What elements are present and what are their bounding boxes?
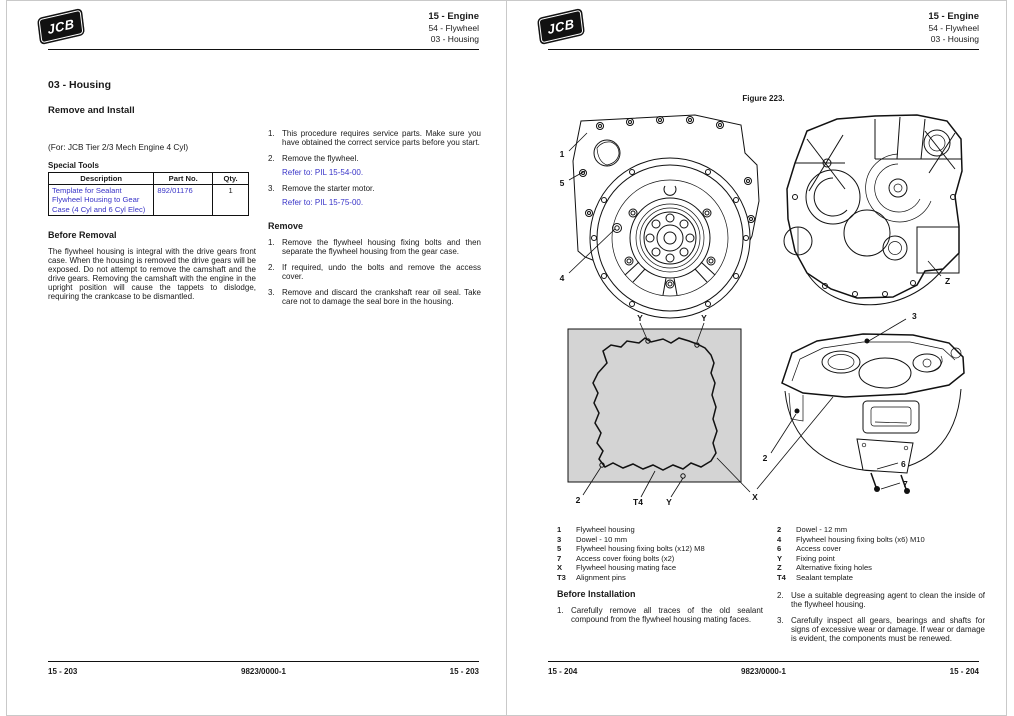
before-removal-heading: Before Removal bbox=[48, 230, 117, 241]
header-rule bbox=[548, 49, 979, 50]
legend-column-right bbox=[777, 525, 995, 582]
item-text: Remove the flywheel housing fixing bolts and then separate the flywheel housing from the gear case. bbox=[282, 237, 481, 256]
item-number: 3. bbox=[268, 287, 275, 297]
before-installation-column-left bbox=[557, 589, 763, 632]
page-right bbox=[506, 0, 1007, 716]
footer-page-left: 15 - 204 bbox=[548, 667, 578, 676]
list-item bbox=[777, 617, 985, 644]
item-text: Remove and discard the crankshaft rear oil seal. Take care not to damage the seal bore in the housing. bbox=[282, 287, 481, 306]
item-number: 2. bbox=[268, 262, 275, 272]
before-removal-body: The flywheel housing is integral with the drive gears front case. When the housing is removed the drive gears will be exposed. Do not attempt to remove the camshaft and the drive gears. Removing the camshaft with the engine in the upright position will cause the tappets to dislodge, requiring the crankcase to be dismantled. bbox=[48, 247, 256, 302]
callout-X: X bbox=[752, 492, 758, 502]
figure-legend bbox=[557, 525, 987, 582]
before-installation-heading: Before Installation bbox=[557, 589, 636, 599]
page-header bbox=[428, 11, 479, 44]
item-text: Carefully inspect all gears, bearings and shafts for signs of excessive wear or damage. If wear or damage is evident, the components must be renewed. bbox=[791, 615, 985, 643]
legend-key: 5 bbox=[557, 544, 562, 554]
list-item bbox=[268, 155, 481, 164]
header-subsubsection: 03 - Housing bbox=[430, 33, 479, 44]
footer-rule bbox=[48, 661, 479, 662]
callout-6: 6 bbox=[901, 459, 906, 469]
callout-2: 2 bbox=[575, 495, 581, 505]
figure-caption: Figure 223. bbox=[742, 94, 785, 103]
legend-key: 4 bbox=[777, 534, 782, 544]
legend-label: Flywheel housing bbox=[576, 525, 635, 534]
legend-key: 6 bbox=[777, 544, 782, 554]
legend-label: Fixing point bbox=[796, 553, 835, 563]
legend-key: T3 bbox=[557, 572, 566, 582]
page-header bbox=[928, 11, 979, 44]
header-section: 15 - Engine bbox=[928, 11, 979, 22]
refer-link[interactable]: Refer to: PIL 15-54-00. bbox=[282, 167, 364, 177]
callout-Y: Y bbox=[637, 313, 643, 323]
legend-label: Alignment pins bbox=[576, 572, 626, 582]
view-flywheel-housing-front bbox=[573, 115, 759, 318]
legend-label: Dowel - 12 mm bbox=[796, 525, 848, 534]
right-column bbox=[268, 130, 481, 314]
header-subsubsection: 03 - Housing bbox=[930, 33, 979, 44]
list-item bbox=[268, 239, 481, 257]
tool-description-link[interactable]: Template for Sealant Flywheel Housing to Gear Case (4 Cyl and 6 Cyl Elec) bbox=[49, 185, 154, 216]
col-part-no: Part No. bbox=[154, 173, 213, 185]
footer-rule bbox=[548, 661, 979, 662]
callout-3: 3 bbox=[912, 311, 917, 321]
legend-column-left bbox=[557, 525, 769, 582]
legend-item bbox=[777, 544, 995, 554]
before-installation-column-right bbox=[777, 592, 985, 651]
legend-key: 1 bbox=[557, 525, 562, 534]
item-number: 2. bbox=[777, 591, 784, 600]
item-text: Remove the flywheel. bbox=[282, 153, 359, 163]
page-subtitle: Remove and Install bbox=[48, 105, 135, 116]
col-qty: Qty. bbox=[213, 173, 249, 185]
footer-doc-number: 9823/0000-1 bbox=[741, 667, 786, 676]
item-text: Carefully remove all traces of the old sealant compound from the flywheel housing mating faces. bbox=[571, 606, 763, 624]
legend-item bbox=[557, 525, 769, 535]
callout-Z: Z bbox=[945, 276, 951, 286]
item-number: 1. bbox=[268, 237, 275, 247]
list-item bbox=[557, 607, 763, 625]
item-text: Remove the starter motor. bbox=[282, 183, 375, 193]
item-text: If required, undo the bolts and remove the access cover. bbox=[282, 262, 481, 281]
callout-4: 4 bbox=[559, 273, 565, 283]
item-number: 1. bbox=[557, 606, 564, 615]
sealant-template-view bbox=[568, 329, 741, 482]
legend-item bbox=[557, 563, 769, 573]
item-number: 2. bbox=[268, 153, 275, 163]
legend-item bbox=[777, 563, 995, 573]
page-left bbox=[6, 0, 507, 716]
item-number: 3. bbox=[268, 183, 275, 193]
item-number: 3. bbox=[777, 615, 784, 625]
legend-item bbox=[777, 535, 995, 545]
legend-item bbox=[557, 573, 769, 583]
for-line: (For: JCB Tier 2/3 Mech Engine 4 Cyl) bbox=[48, 142, 189, 152]
list-item bbox=[268, 289, 481, 307]
legend-key: Z bbox=[777, 563, 782, 573]
remove-heading: Remove bbox=[268, 220, 304, 231]
legend-key: 2 bbox=[777, 525, 782, 534]
callout-Y: Y bbox=[701, 313, 707, 323]
col-description: Description bbox=[49, 173, 154, 185]
legend-item bbox=[777, 554, 995, 564]
list-item bbox=[268, 130, 481, 148]
tool-part-no-link[interactable]: 892/01176 bbox=[154, 185, 213, 216]
list-item bbox=[268, 264, 481, 282]
item-text: Use a suitable degreasing agent to clean the inside of the flywheel housing. bbox=[791, 591, 985, 609]
legend-key: X bbox=[557, 563, 563, 573]
table-row bbox=[49, 185, 249, 216]
footer-page-right: 15 - 203 bbox=[449, 667, 479, 676]
list-item bbox=[777, 592, 985, 610]
legend-item bbox=[777, 573, 995, 583]
list-item bbox=[268, 185, 481, 194]
header-subsection: 54 - Flywheel bbox=[428, 22, 479, 33]
tool-qty: 1 bbox=[213, 185, 249, 216]
header-section: 15 - Engine bbox=[428, 11, 479, 22]
legend-label: Sealant template bbox=[796, 572, 853, 582]
legend-label: Flywheel housing mating face bbox=[576, 563, 677, 573]
legend-key: T4 bbox=[777, 572, 786, 582]
legend-key: Y bbox=[777, 553, 783, 563]
page-title: 03 - Housing bbox=[48, 79, 112, 91]
legend-item bbox=[557, 554, 769, 564]
footer-doc-number: 9823/0000-1 bbox=[241, 667, 286, 676]
callout-2: 2 bbox=[762, 453, 768, 463]
callout-1: 1 bbox=[559, 149, 565, 159]
legend-key: 7 bbox=[557, 553, 562, 563]
header-rule bbox=[48, 49, 479, 50]
callout-Y: Y bbox=[666, 497, 672, 507]
special-tools-table bbox=[48, 172, 249, 216]
view-gear-case-side bbox=[784, 115, 962, 305]
header-subsection: 54 - Flywheel bbox=[928, 22, 979, 33]
table-header-row bbox=[49, 173, 249, 185]
callout-5: 5 bbox=[559, 178, 565, 188]
legend-label: Dowel - 10 mm bbox=[576, 534, 628, 544]
left-column bbox=[48, 142, 256, 302]
item-number: 1. bbox=[268, 129, 275, 138]
refer-link[interactable]: Refer to: PIL 15-75-00. bbox=[282, 197, 364, 207]
jcb-logo: JCB bbox=[37, 8, 85, 45]
legend-item bbox=[777, 525, 995, 535]
legend-item bbox=[557, 544, 769, 554]
callout-7: 7 bbox=[903, 479, 908, 489]
legend-label: Access cover bbox=[796, 544, 842, 554]
legend-label: Flywheel housing fixing bolts (x6) M10 bbox=[796, 534, 925, 544]
item-text: This procedure requires service parts. Make sure you have obtained the correct service parts before you start. bbox=[282, 129, 481, 147]
footer-page-right: 15 - 204 bbox=[949, 667, 979, 676]
jcb-logo: JCB bbox=[537, 8, 585, 45]
legend-label: Alternative fixing holes bbox=[796, 563, 872, 573]
callout-T4: T4 bbox=[633, 497, 643, 507]
special-tools-heading: Special Tools bbox=[48, 161, 99, 170]
legend-label: Access cover fixing bolts (x2) bbox=[576, 553, 675, 563]
legend-label: Flywheel housing fixing bolts (x12) M8 bbox=[576, 544, 705, 554]
footer-page-left: 15 - 203 bbox=[48, 667, 78, 676]
figure-223-drawing bbox=[545, 101, 1005, 521]
legend-key: 3 bbox=[557, 534, 562, 544]
view-flywheel-housing-isometric bbox=[782, 334, 964, 494]
legend-item bbox=[557, 535, 769, 545]
